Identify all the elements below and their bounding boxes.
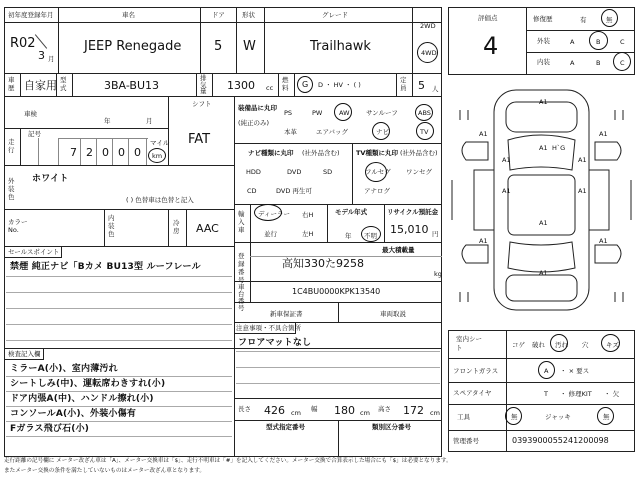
- spare-tire-lack: ・ 欠: [604, 390, 620, 398]
- recycle-label: リサイクル預託金: [387, 208, 439, 216]
- inspector-note: シートしみ(中)、運転席わきすれ(小): [10, 379, 166, 389]
- damage-label: A1: [578, 187, 587, 195]
- month-unit: 月: [48, 55, 55, 63]
- new-warranty: 新車保証書: [270, 310, 303, 318]
- equip-abs: ABS: [418, 109, 431, 117]
- vehicle-manual: 車両取説: [380, 310, 406, 318]
- divider: [4, 96, 442, 97]
- interior-color-label: 内装色: [108, 214, 115, 238]
- inspector-note: コンソールA(小)、外装小傷有: [10, 409, 137, 419]
- inspector-note: Fガラス飛び石(小): [10, 424, 90, 434]
- equip-navi: ナビ: [376, 128, 389, 136]
- selected-circle: [538, 361, 555, 379]
- selected-circle: [254, 204, 282, 221]
- mileage-digit: 0: [134, 146, 141, 159]
- tool-none: 無: [511, 413, 518, 421]
- navi-type-sub: (社外品含む): [302, 149, 340, 157]
- jack-label: ジャッキ: [545, 413, 571, 421]
- displacement: 1300: [227, 79, 255, 92]
- car-name-label: 車名: [122, 11, 135, 19]
- mileage-memo-label: 記号: [28, 130, 41, 138]
- management-number-label: 管理番号: [453, 437, 479, 445]
- grade-b: B: [596, 38, 601, 46]
- spare-tire-t: T: [544, 390, 548, 398]
- grade-c: C: [620, 38, 625, 46]
- width-label: 幅: [311, 405, 318, 413]
- grade-a: A: [570, 59, 575, 67]
- shape: W: [243, 39, 256, 54]
- exterior-color: ホワイト: [32, 174, 69, 184]
- seat-option: キズ: [606, 341, 619, 349]
- mileage-digit: 0: [118, 146, 125, 159]
- equip-tv: TV: [420, 128, 429, 136]
- length: 426: [264, 404, 285, 417]
- plate-label: 登録番号: [238, 252, 245, 284]
- selected-circle: [417, 42, 438, 63]
- selected-circle: [505, 407, 522, 425]
- dealer: ディーラー: [258, 210, 290, 218]
- fuel-label: 燃料: [282, 76, 289, 92]
- interior-grade-label: 内装: [537, 58, 550, 66]
- selected-circle: [415, 104, 433, 121]
- selected-circle: [601, 9, 618, 27]
- shape-label: 形状: [242, 11, 255, 19]
- damage-label: H`G: [552, 144, 566, 152]
- damage-label: A1: [479, 130, 488, 138]
- inspector-notes-label: 検査記入欄: [8, 350, 41, 358]
- shift-label: シフト: [192, 100, 212, 108]
- tool-label: 工具: [457, 413, 470, 421]
- navi-dvd-player: DVD 再生可: [276, 187, 312, 195]
- equip-aw: AW: [339, 109, 350, 117]
- car-name: JEEP Renegade: [84, 39, 182, 54]
- height-label: 高さ: [378, 405, 391, 413]
- color-no-label: カラーNo.: [8, 218, 28, 234]
- repair-label: 修復歴: [533, 15, 553, 23]
- selected-circle: [416, 122, 434, 140]
- damage-label: A1: [479, 237, 488, 245]
- capacity: 5: [418, 79, 425, 92]
- score: 4: [483, 32, 499, 60]
- grade: Trailhawk: [310, 39, 371, 54]
- capacity-label: 定員: [400, 76, 407, 92]
- spare-tire-repair: ・ 修理KIT: [560, 390, 592, 398]
- navi-dvd: DVD: [287, 168, 302, 176]
- length-label: 長さ: [238, 405, 251, 413]
- ac-label: 冷房: [173, 219, 180, 235]
- tv-oneseg: ワンセグ: [406, 168, 432, 176]
- front-glass-grade: A: [544, 367, 549, 375]
- damage-label: A1: [539, 144, 548, 152]
- spare-tire-label: スペアタイヤ: [453, 389, 492, 397]
- selected-circle: [361, 226, 381, 242]
- mileage-digit: 7: [70, 146, 77, 159]
- seat-option: 汚れ: [555, 341, 568, 349]
- model-year-label: モデル年式: [335, 208, 368, 216]
- selected-circle: [365, 162, 387, 182]
- height: 172: [403, 404, 424, 417]
- management-number: 0393900055241200098: [512, 436, 609, 445]
- sales-point-label: セールスポイント: [8, 248, 60, 256]
- navi-sd: SD: [323, 168, 333, 176]
- class-number-label: 類別区分番号: [372, 423, 411, 431]
- navi-hdd: HDD: [246, 168, 261, 176]
- damage-label: A1: [578, 156, 587, 164]
- tv-type-sub: (社外品含む): [400, 149, 438, 157]
- recycle-deposit: 15,010: [390, 223, 429, 236]
- month-unit: 月: [146, 117, 153, 125]
- grade-b: B: [596, 59, 601, 67]
- footer-note: またメーター交換の条件を満たしていないものはメーター改ざん車となります。: [4, 468, 205, 474]
- notes-label: 注意事項・不具合箇所: [236, 324, 301, 332]
- parallel: 並行: [264, 230, 277, 238]
- model-label: 型式: [60, 76, 67, 92]
- score-label: 評価点: [478, 14, 498, 22]
- front-glass-label: フロントガラス: [453, 367, 499, 375]
- mileage-digit: 0: [102, 146, 109, 159]
- cc-unit: cc: [266, 84, 274, 92]
- selected-circle: [334, 103, 352, 121]
- car-damage-diagram: [448, 80, 635, 326]
- selected-circle: [597, 407, 614, 425]
- year-unit: 年: [345, 232, 352, 240]
- damage-label: A1: [502, 187, 511, 195]
- sales-point: 禁煙 純正ナビ「Bカメ BU13型 ルーフレール: [10, 262, 201, 272]
- equip-pw: PW: [312, 109, 323, 117]
- front-glass-options: ・ × 要ス: [560, 367, 590, 375]
- capacity-unit: 人: [432, 85, 439, 93]
- drive-2wd: 2WD: [420, 22, 436, 30]
- tv-type-label: TV種類に丸印: [356, 149, 398, 157]
- navi-cd: CD: [247, 187, 257, 195]
- model-year-unknown: 不明: [364, 232, 377, 240]
- mileage-digit: 2: [86, 146, 93, 159]
- import-label: 輸入車: [238, 210, 245, 234]
- grade-a: A: [570, 38, 575, 46]
- damage-label: A1: [539, 269, 548, 277]
- repair-no: 無: [606, 16, 613, 24]
- tv-fullseg: フルセグ: [365, 168, 391, 176]
- selected-circle: [550, 334, 568, 352]
- divider: [4, 22, 442, 23]
- first-registration-month: 3: [38, 49, 45, 62]
- chassis-number: 1C4BU0000KPK13540: [292, 287, 381, 296]
- equip-ps: PS: [284, 109, 293, 117]
- model: 3BA-BU13: [104, 79, 159, 92]
- selected-circle: [613, 52, 631, 71]
- damage-label: A1: [539, 219, 548, 227]
- selected-circle: [148, 148, 166, 163]
- kg-unit: kg: [434, 270, 442, 278]
- exterior-color-label: 外装色: [8, 177, 15, 201]
- exterior-grade-label: 外装: [537, 37, 550, 45]
- grade-c: C: [620, 59, 625, 67]
- damage-label: A1: [539, 98, 548, 106]
- shift: FAT: [188, 132, 211, 147]
- equipment-label: 装備品に丸印: [238, 104, 277, 112]
- inspection-label: 車検: [24, 110, 37, 118]
- notes: フロアマットなし: [238, 338, 312, 348]
- drive-4wd: 4WD: [421, 49, 437, 57]
- equip-airbag: エアバッグ: [316, 128, 348, 136]
- inspector-note: ミラーA(小)、室内薄汚れ: [10, 364, 118, 374]
- right-hand: 右H: [302, 211, 314, 219]
- usage: 自家用: [24, 79, 57, 92]
- chassis-label: 車台番号: [238, 283, 245, 312]
- fuel-gasoline: G: [302, 80, 309, 89]
- fuel-options: D ・ HV ・ ( ): [318, 81, 361, 89]
- displacement-label: 排気量: [200, 74, 207, 95]
- yen-unit: 円: [432, 230, 439, 238]
- damage-label: A1: [502, 156, 511, 164]
- jack-none: 無: [603, 413, 610, 421]
- footer-note: 走行距離の記号欄に メーター改ざん車は「A」、メーター交換車は「$」、走行不明車は「#」を記入してください。メーター交換で合算表示した場合にも「$」は必要となります。: [4, 458, 452, 464]
- width: 180: [334, 404, 355, 417]
- max-load-label: 最大積載量: [382, 246, 415, 254]
- seat-option: 穴: [582, 341, 589, 349]
- selected-circle: [297, 76, 313, 93]
- selected-circle: [589, 31, 608, 50]
- selected-circle: [372, 122, 390, 140]
- type-spec-label: 型式指定番号: [266, 423, 305, 431]
- cm-unit: cm: [430, 409, 440, 417]
- damage-label: A1: [599, 130, 608, 138]
- damage-label: A1: [599, 237, 608, 245]
- first-registration-label: 初年度登録年月: [8, 11, 54, 19]
- equip-leather: 本革: [284, 128, 297, 136]
- mile-label: マイル: [150, 139, 170, 147]
- equip-sunroof: サンルーフ: [366, 109, 398, 117]
- cm-unit: cm: [360, 409, 370, 417]
- first-registration-year: R02: [10, 36, 36, 51]
- seat-option: 破れ: [532, 341, 545, 349]
- left-hand: 左H: [302, 230, 314, 238]
- seat-label: 室内シート: [456, 335, 482, 352]
- plate-number: 高知330た9258: [282, 257, 364, 270]
- inspector-note: ドア内張A(中)、ハンドル擦れ(小): [10, 394, 154, 404]
- divider: [4, 73, 442, 74]
- cm-unit: cm: [291, 409, 301, 417]
- doors-label: ドア: [212, 11, 225, 19]
- grade-label: グレード: [322, 11, 348, 19]
- doors: 5: [214, 39, 223, 54]
- seat-option: コゲ: [512, 341, 525, 349]
- mileage-label: 走行: [8, 138, 15, 154]
- equipment-sub: (純正のみ): [238, 119, 270, 127]
- tv-analog: アナログ: [364, 187, 390, 195]
- year-unit: 年: [104, 117, 111, 125]
- km-label: km: [152, 152, 163, 160]
- navi-type-label: ナビ種類に丸印: [248, 149, 294, 157]
- selected-circle: [601, 334, 620, 352]
- repair-yes: 有: [580, 16, 587, 24]
- color-change-note: ( ) 色替車は色替と記入: [126, 196, 194, 204]
- ac: AAC: [196, 222, 219, 235]
- usage-label: 車歴: [8, 76, 15, 92]
